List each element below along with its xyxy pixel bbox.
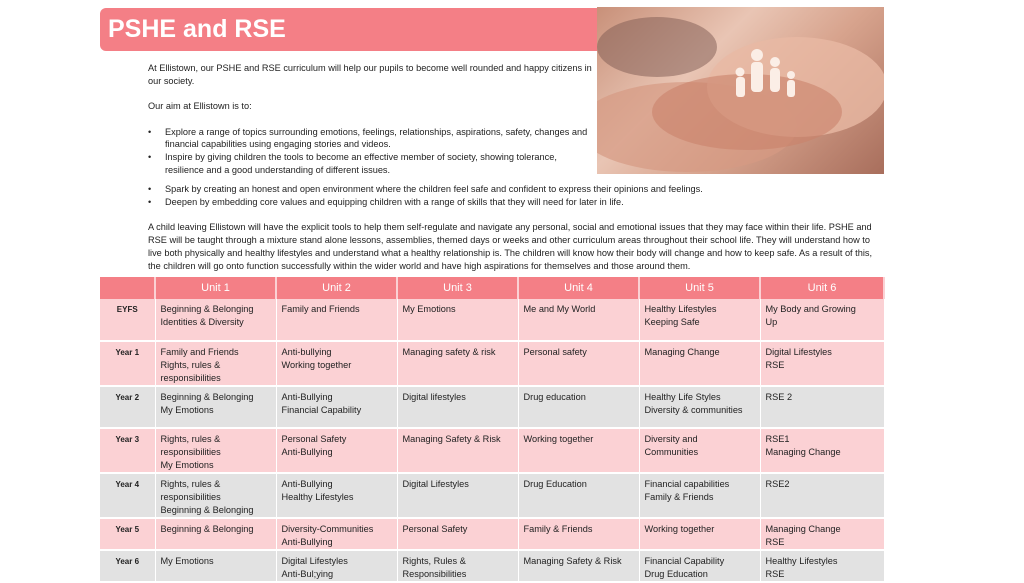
table-row [100,550,884,582]
cell-topic: Drug Education [523,479,587,489]
table-cell [397,386,518,428]
table-cell [276,473,397,518]
table-cell [639,518,760,550]
cell-topic: Working together [281,360,352,370]
cell-topic: Healthy Lifestyles [281,492,354,502]
table-row [100,299,884,341]
cell-topic: My Emotions [402,304,456,314]
cell-topic: Rights, Rules & [402,556,466,566]
cell-topic: Anti-Bul;ying [281,569,334,579]
row-year-label: Year 6 [100,550,155,582]
cell-topic: My Emotions [160,460,214,470]
table-header-unit: Unit 2 [276,277,397,299]
table-cell [155,299,276,341]
cell-topic: Digital Lifestyles [281,556,348,566]
aim-bullet: • Spark by creating an honest and open environment where the children feel safe and confident to express their opinions and feelings. [148,183,888,196]
cell-topic: My Body and Growing [765,304,856,314]
cell-topic: RSE1 [765,434,790,444]
table-cell [639,550,760,582]
table-cell [276,386,397,428]
cell-topic: Financial Capability [281,405,362,415]
table-cell [155,518,276,550]
cell-topic: Anti-bullying [281,347,332,357]
table-row [100,386,884,428]
table-header-unit: Unit 4 [518,277,639,299]
row-year-label: EYFS [100,299,155,341]
table-header-unit: Unit 6 [760,277,884,299]
cell-topic: Family and Friends [160,347,239,357]
cell-topic: Me and My World [523,304,596,314]
table-cell [155,473,276,518]
cell-topic: Financial Capability [644,556,725,566]
cell-topic: RSE 2 [765,392,793,402]
table-cell [276,518,397,550]
cell-topic: Healthy Life Styles [644,392,721,402]
cell-topic: Beginning & Belonging [160,524,254,534]
cell-topic: Personal Safety [402,524,468,534]
cell-topic: Drug education [523,392,586,402]
table-cell [639,428,760,473]
page-title: PSHE and RSE [108,15,286,43]
table-cell [397,518,518,550]
cell-topic: My Emotions [160,405,214,415]
table-cell [155,386,276,428]
intro-section [148,62,593,176]
cell-topic: Healthy Lifestyles [765,556,838,566]
cell-topic: Anti-Bullying [281,392,333,402]
cell-topic: Keeping Safe [644,317,700,327]
table-cell [276,550,397,582]
table-cell [760,299,884,341]
aim-bullet: • Deepen by embedding core values and equipping children with a range of skills that they will need for later in life. [148,196,888,209]
table-cell [518,473,639,518]
table-cell [639,386,760,428]
table-header-unit: Unit 5 [639,277,760,299]
row-year-label: Year 4 [100,473,155,518]
cell-topic: Managing safety & risk [402,347,496,357]
table-cell [397,299,518,341]
hero-image [597,7,884,174]
table-cell [760,473,884,518]
table-cell [760,518,884,550]
cell-topic: Family & Friends [644,492,714,502]
aim-list-continued [148,183,888,209]
table-cell [397,341,518,386]
row-year-label: Year 3 [100,428,155,473]
table-cell [518,550,639,582]
row-year-label: Year 1 [100,341,155,386]
table-row [100,341,884,386]
table-cell [760,386,884,428]
cell-topic: Working together [644,524,715,534]
cell-topic: Rights, rules & [160,360,221,370]
cell-topic: Personal Safety [281,434,347,444]
cell-topic: My Emotions [160,556,214,566]
cell-topic: Digital Lifestyles [402,479,469,489]
table-cell [639,299,760,341]
cell-topic: Diversity & communities [644,405,743,415]
table-header-unit: Unit 3 [397,277,518,299]
cell-topic: Working together [523,434,594,444]
table-cell [155,428,276,473]
cell-topic: Managing Change [765,447,841,457]
cell-topic: Anti-Bullying [281,447,333,457]
cell-topic: responsibilities [160,447,221,457]
table-cell [155,550,276,582]
cell-topic: Family & Friends [523,524,593,534]
table-cell [760,550,884,582]
aim-list [148,126,593,176]
cell-topic: Managing Change [644,347,720,357]
cell-topic: Rights, rules & [160,434,221,444]
cell-topic: RSE2 [765,479,790,489]
table-row [100,473,884,518]
cell-topic: responsibilities [160,492,221,502]
cell-topic: Anti-Bullying [281,537,333,547]
cell-topic: RSE [765,569,785,579]
table-cell [760,428,884,473]
cell-topic: RSE [765,360,785,370]
cell-topic: Diversity-Communities [281,524,374,534]
closing-paragraph: A child leaving Ellistown will have the explicit tools to help them self-regulate and navigate any personal, social and emotional issues that they may face within their life. PSHE and RSE will be taught through a mixture stand alone lessons, assemblies, themed days or weeks and other curriculum areas throughout their school life. They will understand how to live both physically and healthy lifestyles and understand what a healthy relationship is. The children will know how their body will change and how to keep safe. As a result of this, the children will go onto function successfully within the wider world and have high aspirations for themselves and those around them. [148,222,873,271]
table-cell [397,473,518,518]
cell-topic: Managing Safety & Risk [523,556,622,566]
table-cell [760,341,884,386]
cell-topic: Beginning & Belonging [160,304,254,314]
table-cell [518,299,639,341]
cell-topic: Digital Lifestyles [765,347,832,357]
table-cell [276,341,397,386]
cell-topic: Beginning & Belonging [160,505,254,515]
table-cell [397,428,518,473]
aim-heading: Our aim at Ellistown is to: [148,101,252,112]
cell-topic: Managing Safety & Risk [402,434,501,444]
cell-topic: Beginning & Belonging [160,392,254,402]
table-header-unit: Unit 1 [155,277,276,299]
cell-topic: Managing Change [765,524,841,534]
cell-topic: Identities & Diversity [160,317,244,327]
cell-topic: Family and Friends [281,304,360,314]
cell-topic: Diversity and [644,434,698,444]
table-cell [518,386,639,428]
row-year-label: Year 2 [100,386,155,428]
cell-topic: Drug Education [644,569,708,579]
table-cell [639,473,760,518]
cell-topic: Personal safety [523,347,587,357]
table-cell [518,428,639,473]
aim-bullet: • Inspire by giving children the tools to become an effective member of society, showing tolerance, resilience and a good understanding of different issues. [148,151,593,176]
table-cell [155,341,276,386]
table-cell [518,341,639,386]
cell-topic: Healthy Lifestyles [644,304,717,314]
title-banner [100,8,600,51]
table-row [100,518,884,550]
table-header-row [100,277,884,299]
table-row [100,428,884,473]
cell-topic: Communities [644,447,699,457]
cell-topic: Digital lifestyles [402,392,466,402]
curriculum-table [100,277,885,583]
cell-topic: Financial capabilities [644,479,730,489]
cell-topic: Responsibilities [402,569,467,579]
table-cell [397,550,518,582]
table-header-year [100,277,155,299]
cell-topic: Rights, rules & [160,479,221,489]
cell-topic: RSE [765,537,785,547]
cell-topic: Up [765,317,778,327]
hands-family-illustration [597,7,884,174]
closing-section [148,221,883,273]
row-year-label: Year 5 [100,518,155,550]
aim-bullet: • Explore a range of topics surrounding emotions, feelings, relationships, aspirations, safety, changes and financial capabilities using engaging stories and videos. [148,126,593,151]
intro-paragraph: At Ellistown, our PSHE and RSE curriculum will help our pupils to become well rounded and happy citizens in our society. [148,63,592,86]
table-cell [518,518,639,550]
table-cell [276,428,397,473]
table-cell [276,299,397,341]
table-cell [639,341,760,386]
cell-topic: responsibilities [160,373,221,383]
cell-topic: Anti-Bullying [281,479,333,489]
